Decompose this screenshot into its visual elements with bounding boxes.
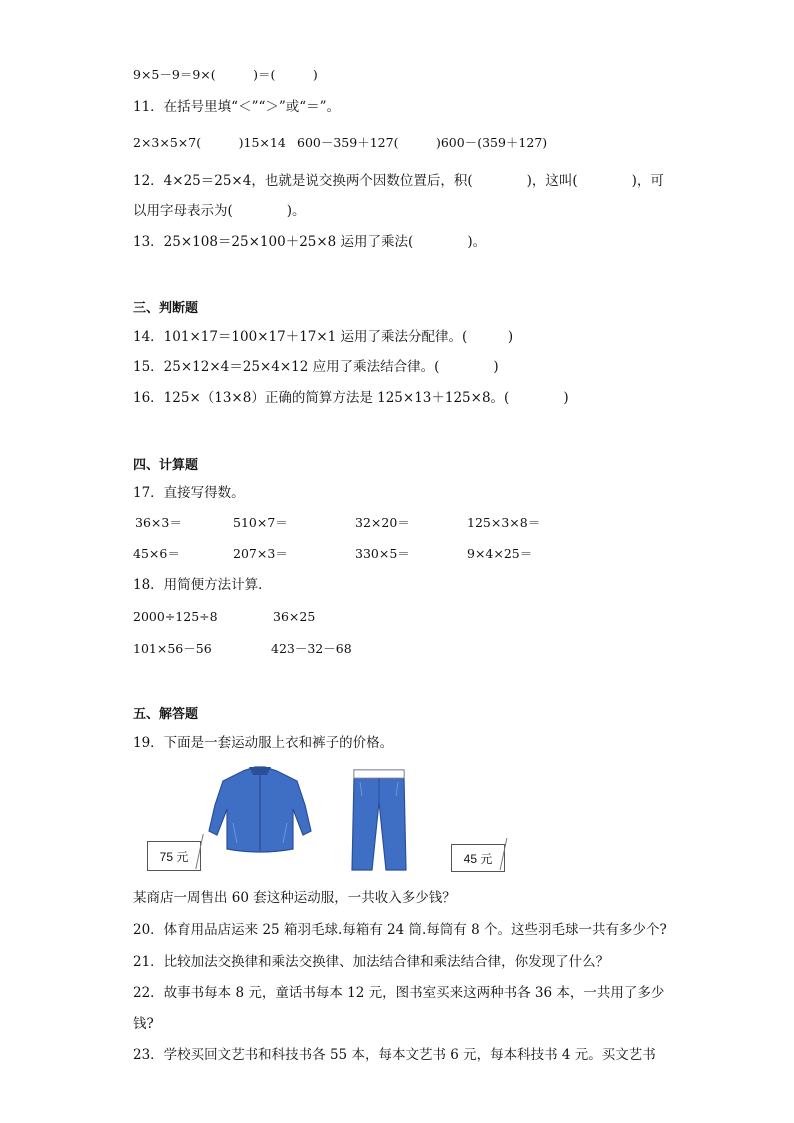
question-16: 16．125×（13×8）正确的简算方法是 125×13＋125×8。( ) bbox=[133, 390, 569, 406]
pants-price-tag bbox=[451, 841, 509, 873]
question-20: 20．体育用品店运来 25 箱羽毛球.每箱有 24 筒.每筒有 8 个。这些羽毛球一共有多少个? bbox=[133, 922, 667, 938]
question-23: 23．学校买回文艺书和科技书各 55 本，每本文艺书 6 元，每本科技书 4 元。买文艺书 bbox=[133, 1047, 656, 1063]
question-11: 11．在括号里填“＜”“＞”或“＝”。 bbox=[133, 99, 341, 115]
question-17: 17．直接写得数。 bbox=[133, 485, 245, 501]
oral-item: 510×7＝ bbox=[233, 515, 288, 530]
equation-line: 9×5－9＝9×( )＝( ) bbox=[133, 67, 318, 82]
question-11-item-b: 600－359＋127( )600－(359＋127) bbox=[297, 135, 548, 150]
simplify-item: 423－32－68 bbox=[271, 641, 352, 656]
oral-item: 9×4×25＝ bbox=[467, 546, 533, 561]
oral-item: 45×6＝ bbox=[133, 546, 180, 561]
question-12-line-2: 以用字母表示为( )。 bbox=[133, 203, 306, 219]
question-21: 21．比较加法交换律和乘法交换律、加法结合律和乘法结合律，你发现了什么？ bbox=[133, 954, 610, 970]
jacket-price-tag bbox=[147, 838, 205, 870]
question-13: 13．25×108＝25×100＋25×8 运用了乘法( )。 bbox=[133, 234, 487, 250]
question-14: 14．101×17＝100×17＋17×1 运用了乘法分配律。( ) bbox=[133, 329, 514, 345]
oral-item: 125×3×8＝ bbox=[467, 515, 541, 530]
question-11-item-a: 2×3×5×7( )15×14 bbox=[133, 135, 286, 150]
question-15: 15．25×12×4＝25×4×12 应用了乘法结合律。( ) bbox=[133, 359, 499, 375]
section-heading-solve: 五、解答题 bbox=[133, 707, 199, 722]
section-heading-judge: 三、判断题 bbox=[133, 301, 199, 316]
oral-item: 207×3＝ bbox=[233, 546, 288, 561]
question-22-line-2: 钱? bbox=[133, 1016, 154, 1032]
pants-price: 45 元 bbox=[463, 851, 493, 866]
oral-item: 32×20＝ bbox=[355, 515, 410, 530]
question-22-line-1: 22．故事书每本 8 元，童话书每本 12 元，图书室买来这两种书各 36 本，一共用了多少 bbox=[133, 985, 665, 1001]
simplify-item: 36×25 bbox=[273, 609, 316, 624]
question-18: 18．用简便方法计算． bbox=[133, 577, 272, 593]
pants-illustration bbox=[350, 766, 408, 874]
simplify-item: 101×56－56 bbox=[133, 641, 212, 656]
question-19: 19．下面是一套运动服上衣和裤子的价格。 bbox=[133, 735, 394, 751]
oral-item: 330×5＝ bbox=[355, 546, 410, 561]
question-19-ask: 某商店一周售出 60 套这种运动服，一共收入多少钱？ bbox=[133, 890, 456, 906]
question-12-line-1: 12．4×25＝25×4，也就是说交换两个因数位置后，积( )，这叫( )，可 bbox=[133, 173, 664, 189]
jacket-price: 75 元 bbox=[159, 849, 189, 864]
section-heading-compute: 四、计算题 bbox=[133, 458, 199, 473]
simplify-item: 2000÷125÷8 bbox=[133, 609, 218, 624]
oral-item: 36×3＝ bbox=[135, 515, 182, 530]
jacket-illustration bbox=[205, 765, 315, 857]
